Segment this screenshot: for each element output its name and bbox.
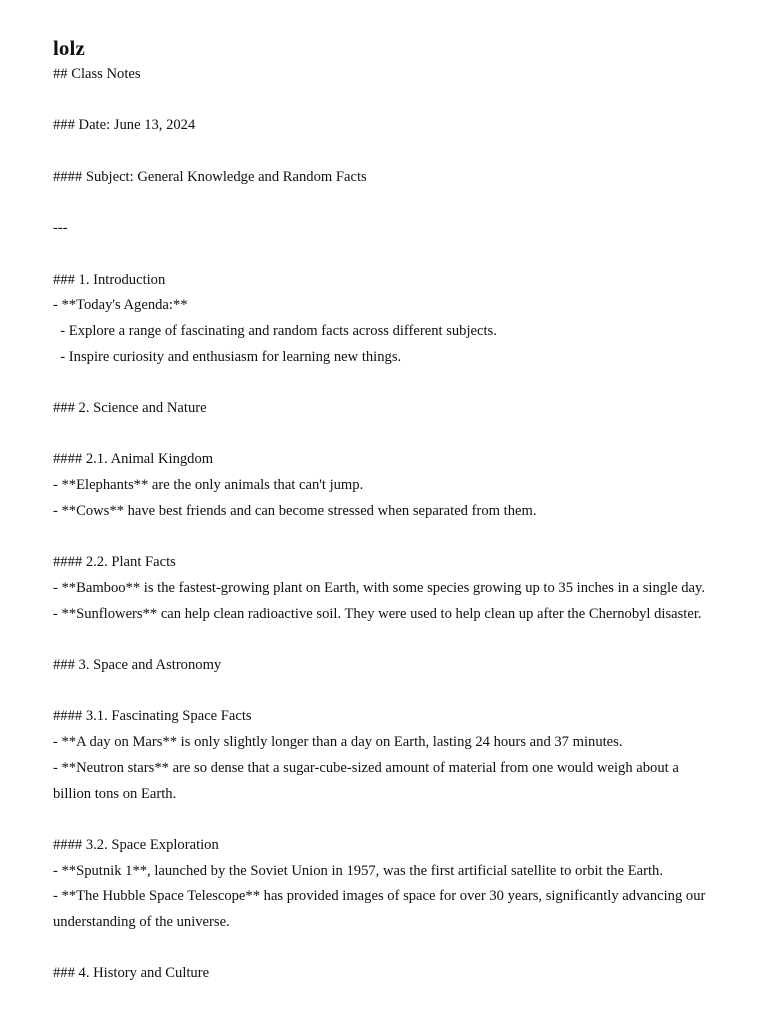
- blank-line: [53, 370, 743, 396]
- list-item-continuation: billion tons on Earth.: [53, 785, 177, 802]
- blank-line: [53, 627, 743, 653]
- blank-line: [53, 242, 743, 268]
- list-item: - **The Hubble Space Telescope** has provided images of space for over 30 years, significantly advancing our: [53, 888, 706, 905]
- blank-line: [53, 679, 743, 705]
- list-item: - Inspire curiosity and enthusiasm for learning new things.: [53, 348, 402, 365]
- heading-space-exploration: #### 3.2. Space Exploration: [53, 836, 219, 853]
- list-item: - **Today's Agenda:**: [53, 297, 188, 314]
- heading-space-astronomy: ### 3. Space and Astronomy: [53, 657, 222, 674]
- list-item: - **Sputnik 1**, launched by the Soviet Union in 1957, was the first artificial satellite to orbit the Earth.: [53, 862, 663, 879]
- list-item: - Explore a range of fascinating and random facts across different subjects.: [53, 322, 497, 339]
- list-item: - **A day on Mars** is only slightly longer than a day on Earth, lasting 24 hours and 37 minutes.: [53, 734, 623, 751]
- heading-science-nature: ### 2. Science and Nature: [53, 400, 207, 417]
- list-item: - **Cows** have best friends and can become stressed when separated from them.: [53, 502, 537, 519]
- heading-plant-facts: #### 2.2. Plant Facts: [53, 554, 176, 571]
- horizontal-rule-text: ---: [53, 220, 68, 237]
- heading-history-culture: ### 4. History and Culture: [53, 965, 210, 982]
- blank-line: [53, 190, 743, 216]
- document-page: [53, 36, 743, 987]
- heading-class-notes: ## Class Notes: [53, 66, 141, 82]
- list-item: - **Elephants** are the only animals that can't jump.: [53, 477, 364, 494]
- blank-line: [53, 807, 743, 833]
- blank-line: [53, 936, 743, 962]
- heading-animal-kingdom: #### 2.1. Animal Kingdom: [53, 451, 214, 468]
- list-item-continuation: understanding of the universe.: [53, 914, 230, 931]
- heading-space-facts: #### 3.1. Fascinating Space Facts: [53, 708, 252, 725]
- heading-subject: #### Subject: General Knowledge and Random Facts: [53, 168, 367, 185]
- heading-introduction: ### 1. Introduction: [53, 271, 166, 288]
- heading-date: ### Date: June 13, 2024: [53, 117, 196, 134]
- list-item: - **Neutron stars** are so dense that a sugar-cube-sized amount of material from one would weigh about a: [53, 759, 679, 776]
- blank-line: [53, 525, 743, 551]
- list-item: - **Sunflowers** can help clean radioactive soil. They were used to help clean up after the Chernobyl disaster.: [53, 605, 702, 622]
- blank-line: [53, 88, 743, 114]
- document-title: lolz: [53, 36, 85, 60]
- blank-line: [53, 139, 743, 165]
- blank-line: [53, 422, 743, 448]
- list-item: - **Bamboo** is the fastest-growing plant on Earth, with some species growing up to 35 inches in a single day.: [53, 579, 706, 596]
